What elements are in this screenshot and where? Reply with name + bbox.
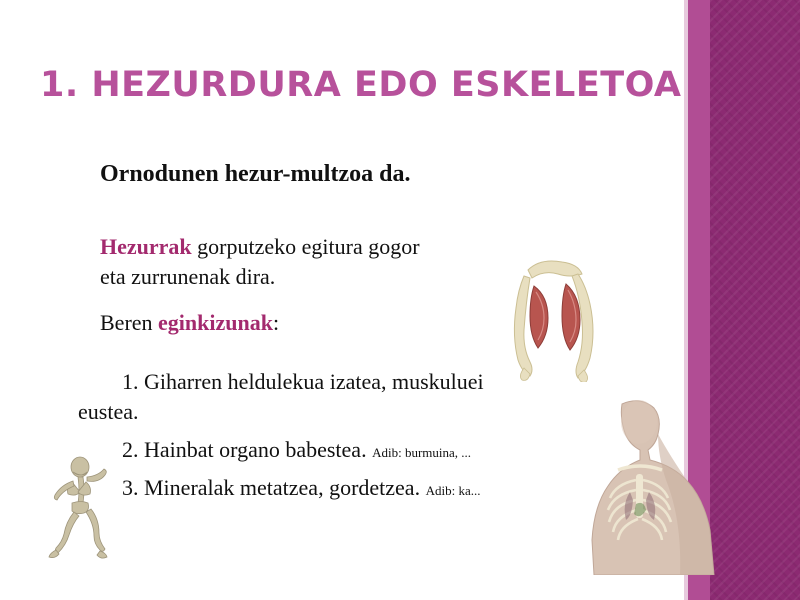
human-torso-skeleton-image xyxy=(570,400,730,575)
paragraph-bones-line2: eta zurrunenak dira. xyxy=(100,264,276,290)
list-item-1-wrap: eustea. xyxy=(78,399,139,425)
list-item-3-note: Adib: ka... xyxy=(425,482,481,498)
running-skeleton-image xyxy=(40,455,115,565)
paragraph-bones-rest: gorputzeko egitura gogor xyxy=(191,234,420,260)
accent-hezurrak: Hezurrak xyxy=(100,234,192,260)
lead-sentence: Ornodunen hezur-multzoa da. xyxy=(100,161,411,187)
list-item-2-note: Adib: burmuina, ... xyxy=(372,444,472,460)
functions-suffix: : xyxy=(272,309,280,335)
list-item-2-text: 2. Hainbat organo babestea. xyxy=(122,436,367,462)
slide-title: 1. HEZURDURA EDO ESKELETOA xyxy=(40,65,682,105)
arm-muscles-anatomy-image xyxy=(500,252,610,382)
accent-eginkizunak: eginkizunak xyxy=(158,309,273,335)
list-item-3-text: 3. Mineralak metatzea, gordetzea. xyxy=(122,474,421,500)
list-item-1-text: 1. Giharren heldulekua izatea, muskuluei xyxy=(122,369,484,395)
functions-prefix: Beren xyxy=(100,309,159,335)
